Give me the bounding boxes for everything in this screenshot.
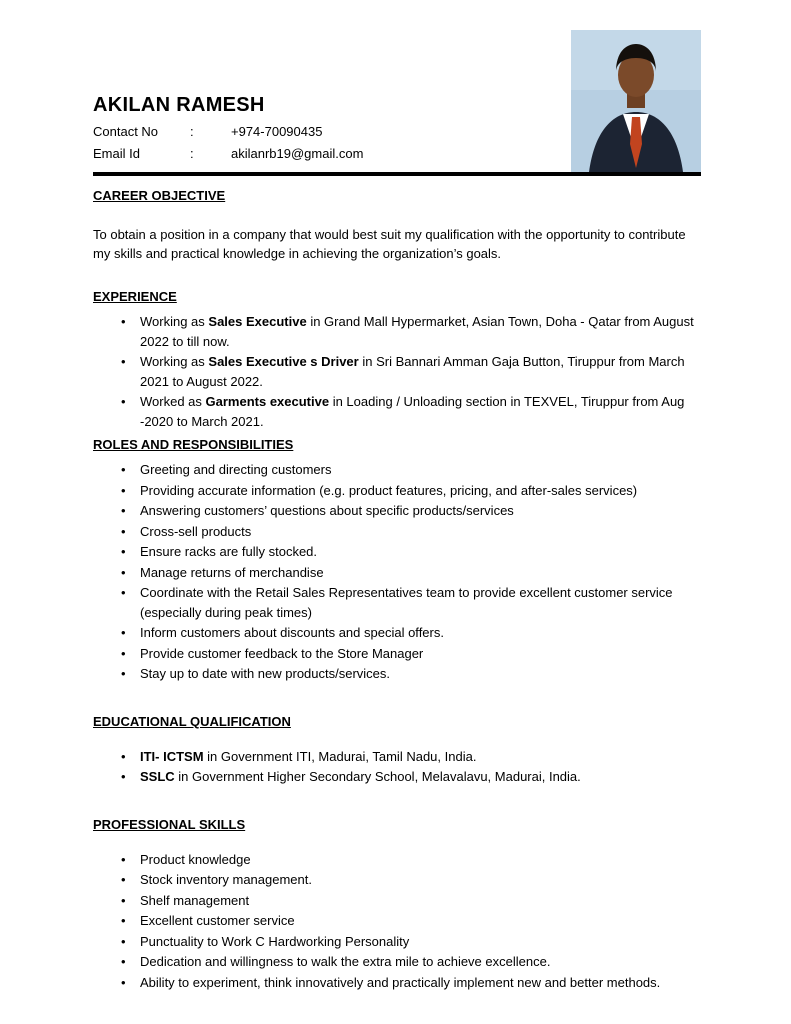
bullet-item [121, 392, 701, 431]
bullet-item [121, 664, 701, 684]
bullet-text-bold: Garments executive [205, 394, 330, 409]
skills-list [93, 850, 701, 993]
bullet-text: Manage returns of merchandise [140, 564, 324, 580]
section-career-objective [93, 188, 701, 263]
bullet-item [121, 767, 701, 787]
phone-number: +974-70090435 [231, 124, 323, 139]
bullet-item [121, 644, 701, 664]
portrait-photo [571, 30, 701, 172]
bullet-text: Stock inventory management. [140, 872, 312, 887]
bullet-item [121, 850, 701, 870]
bullet-item [121, 563, 701, 583]
bullet-text: in Sri Bannari Amman Gaja Button, Tiruppur from March 2021 to August 2022. [140, 354, 685, 389]
bullet-text: Excellent customer service [140, 913, 295, 928]
bullet-text: Worked as [140, 394, 206, 409]
bullet-item [121, 481, 701, 501]
roles-list [93, 460, 701, 684]
bullet-text: Working as [140, 314, 209, 329]
bullet-text: Coordinate with the Retail Sales Representatives team to provide excellent customer service (especially during peak times) [140, 585, 673, 620]
bullet-item [121, 542, 701, 562]
bullet-item [121, 952, 701, 972]
bullet-text: Cross-sell products [140, 523, 252, 539]
bullet-text: Answering customers’ questions about specific products/services [140, 503, 514, 518]
bullet-item [121, 522, 701, 542]
bullet-text: Inform customers about discounts and special offers. [140, 625, 444, 640]
section-heading-roles: ROLES AND RESPONSIBILITIES [93, 437, 294, 452]
bullet-text-bold: ITI- ICTSM [140, 748, 204, 764]
section-heading-experience: EXPERIENCE [93, 289, 177, 304]
section-skills [93, 817, 701, 993]
email-address: akilanrb19@gmail.com [231, 146, 364, 161]
bullet-item [121, 891, 701, 911]
bullet-text: in Loading / Unloading section in TEXVEL, Tiruppur from Aug -2020 to March 2021. [140, 394, 685, 429]
contact-colon: : [190, 124, 194, 139]
contact-label: Email Id [93, 146, 140, 161]
bullet-text: Dedication and willingness to walk the extra mile to achieve excellence. [140, 954, 551, 969]
section-heading-career-objective: CAREER OBJECTIVE [93, 188, 226, 203]
bullet-item [121, 501, 701, 521]
bullet-text: in Government Higher Secondary School, Melavalavu, Madurai, India. [174, 769, 581, 784]
bullet-text: Product knowledge [140, 851, 251, 867]
bullet-item [121, 911, 701, 931]
candidate-name: AKILAN RAMESH [93, 94, 265, 116]
bullet-item [121, 623, 701, 643]
bullet-item [121, 747, 701, 767]
bullet-item [121, 352, 701, 391]
bullet-item [121, 460, 701, 480]
contact-colon: : [190, 146, 194, 161]
bullet-text: Provide customer feedback to the Store Manager [140, 645, 424, 661]
bullet-item [121, 583, 701, 622]
header-divider [93, 172, 701, 176]
section-heading-education: EDUCATIONAL QUALIFICATION [93, 713, 291, 729]
section-roles-responsibilities [93, 437, 701, 684]
bullet-text: Greeting and directing customers [140, 462, 332, 477]
bullet-item [121, 312, 701, 351]
bullet-text: Stay up to date with new products/services. [140, 666, 391, 681]
bullet-item [121, 973, 701, 993]
bullet-item [121, 870, 701, 890]
career-objective-text: To obtain a position in a company that would best suit my qualification with the opportunity to contribute my skills and practical knowledge in achieving the organization’s goals. [93, 227, 686, 261]
bullet-text: Punctuality to Work C Hardworking Personality [140, 933, 410, 949]
bullet-text: in Government ITI, Madurai, Tamil Nadu, India. [203, 748, 477, 764]
section-education [93, 714, 701, 787]
bullet-text: Shelf management [140, 892, 250, 908]
resume-header [93, 0, 701, 161]
bullet-item [121, 932, 701, 952]
section-heading-skills: PROFESSIONAL SKILLS [93, 816, 246, 832]
bullet-text: Ability to experiment, think innovatively and practically implement new and better methods. [140, 974, 661, 990]
section-experience [93, 289, 701, 431]
contact-label: Contact No [93, 124, 159, 139]
education-list [93, 747, 701, 787]
bullet-text: Providing accurate information (e.g. product features, pricing, and after-sales services) [140, 482, 638, 498]
experience-list [93, 312, 701, 431]
bullet-text: Working as [140, 354, 209, 369]
bullet-text-bold: SSLC [140, 769, 175, 784]
bullet-text-bold: Sales Executive [208, 314, 307, 329]
bullet-text: Ensure racks are fully stocked. [140, 544, 318, 559]
bullet-text-bold: Sales Executive s Driver [208, 354, 359, 369]
bullet-text: in Grand Mall Hypermarket, Asian Town, Doha - Qatar from August 2022 to till now. [140, 314, 694, 349]
